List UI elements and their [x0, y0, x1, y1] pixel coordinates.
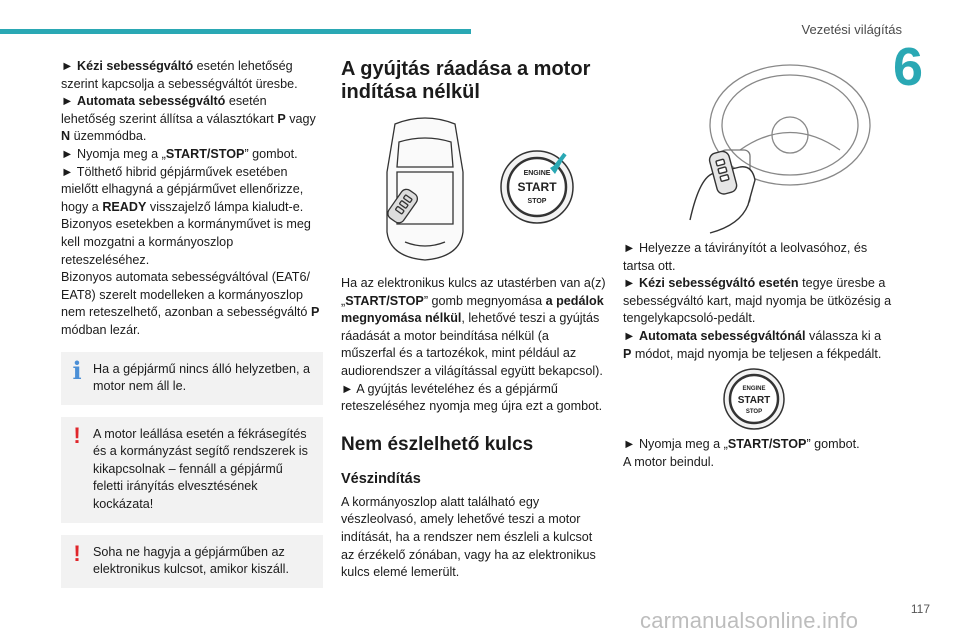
car-top-view-icon	[385, 118, 463, 260]
column-left	[61, 58, 323, 588]
start-stop-button-small	[717, 368, 791, 430]
warning-icon: !	[73, 422, 81, 448]
svg-text:STOP: STOP	[527, 198, 547, 205]
column-right	[623, 240, 893, 363]
svg-text:STOP: STOP	[745, 409, 763, 415]
paragraph-automatic-gearbox: ► Automata sebességváltó esetén lehetőség szerint állítsa a választókart P vagy N üzemmódba.	[61, 94, 316, 144]
start-stop-button-icon	[501, 151, 573, 223]
paragraph-manual-neutral: ► Kézi sebességváltó esetén tegye üresbe a sebességváltó kart, majd nyomja be ütközésig a tengelykapcsoló-pedált.	[623, 276, 892, 326]
warning-icon: !	[73, 540, 81, 566]
info-note: i Ha a gépjármű nincs álló helyzetben, a motor nem áll le.	[61, 352, 323, 405]
paragraph-place-remote: ► Helyezze a távirányítót a leolvasóhoz, és tartsa ott.	[623, 241, 868, 273]
chapter-number: 6	[893, 37, 924, 97]
paragraph-switch-off: ► A gyújtás levételéhez és a gépjármű reteszeléséhez nyomja meg újra ezt a gombot.	[341, 381, 603, 414]
paragraph-key-in-cabin: Ha az elektronikus kulcs az utastérben van a(z) „START/STOP” gomb megnyomása a pedálok megnyomása nélkül, lehetővé teszi a gyújtás ráadását a motor beindítása nélkül (a műszerfal és a tartozékok, mint például az audiorendszer a világítással együtt bekapcsol).	[341, 276, 606, 378]
paragraph-emergency-reader: A kormányoszlop alatt található egy vészleolvasó, amely lehetővé teszi a motor indítását, ha a rendszer nem észleli a kulcsot az érzékelő zónában, vagy ha az elektronikus kulcs elemé lemerült.	[341, 494, 596, 580]
paragraph-hybrid: ► Tölthető hibrid gépjárművek esetében mielőtt elhagyná a gépjárművet ellenőrizze, hogy a READY visszajelző lámpa kialudt-e.	[61, 164, 304, 214]
paragraph-manual-gearbox: ► Kézi sebességváltó esetén lehetőség szerint kapcsolja a sebességváltót üresbe.	[61, 59, 298, 91]
page-number: 117	[910, 602, 930, 616]
key-in-cabin-illustration	[365, 112, 585, 262]
info-icon: i	[72, 355, 82, 385]
section-title: Vezetési világítás	[801, 22, 902, 37]
svg-text:START: START	[517, 180, 557, 194]
svg-text:ENGINE: ENGINE	[523, 170, 551, 177]
start-stop-button-icon	[724, 369, 784, 429]
paragraph-steering-lock: Bizonyos esetekben a kormányművet is meg kell mozgatni a kormányoszlop reteszeléséhez.	[61, 217, 311, 267]
paragraph-auto-park: ► Automata sebességváltónál válassza ki a P módot, majd nyomja be teljesen a fékpedált.	[623, 328, 882, 361]
svg-text:ENGINE: ENGINE	[742, 386, 766, 392]
warning-note-1: ! A motor leállása esetén a fékrásegítés és a kormányzást segítő rendszerek is kikapcsolnak – fennáll a gépjármű feletti irányítás elvesztésének kockázata!	[61, 417, 323, 523]
heading-ignition: A gyújtás ráadása a motor indítása nélkül	[341, 58, 591, 103]
column-right-bottom	[623, 436, 893, 471]
header-accent-bar	[0, 29, 471, 34]
warning-note-2: ! Soha ne hagyja a gépjárműben az elektronikus kulcsot, amikor kiszáll.	[61, 535, 323, 588]
paragraph-engine-starts: A motor beindul.	[623, 454, 715, 469]
emergency-reader-illustration	[680, 55, 880, 235]
paragraph-press-start: ► Nyomja meg a „START/STOP” gombot.	[623, 437, 860, 451]
heading-key-not-detected: Nem észlelhető kulcs	[341, 433, 534, 455]
subheading-emergency-start: Vészindítás	[341, 470, 421, 487]
column-middle	[341, 58, 606, 104]
column-middle-text	[341, 275, 606, 582]
paragraph-eat: Bizonyos automata sebességváltóval (EAT6/ EAT8) szerelt modelleken a kormányoszlop nem reteszelhető, azonban a sebességváltó P módban lezár.	[61, 270, 320, 337]
paragraph-press-start-stop: ► Nyomja meg a „START/STOP” gombot.	[61, 146, 298, 161]
watermark: carmanualsonline.info	[640, 608, 859, 633]
svg-text:START: START	[737, 395, 771, 406]
